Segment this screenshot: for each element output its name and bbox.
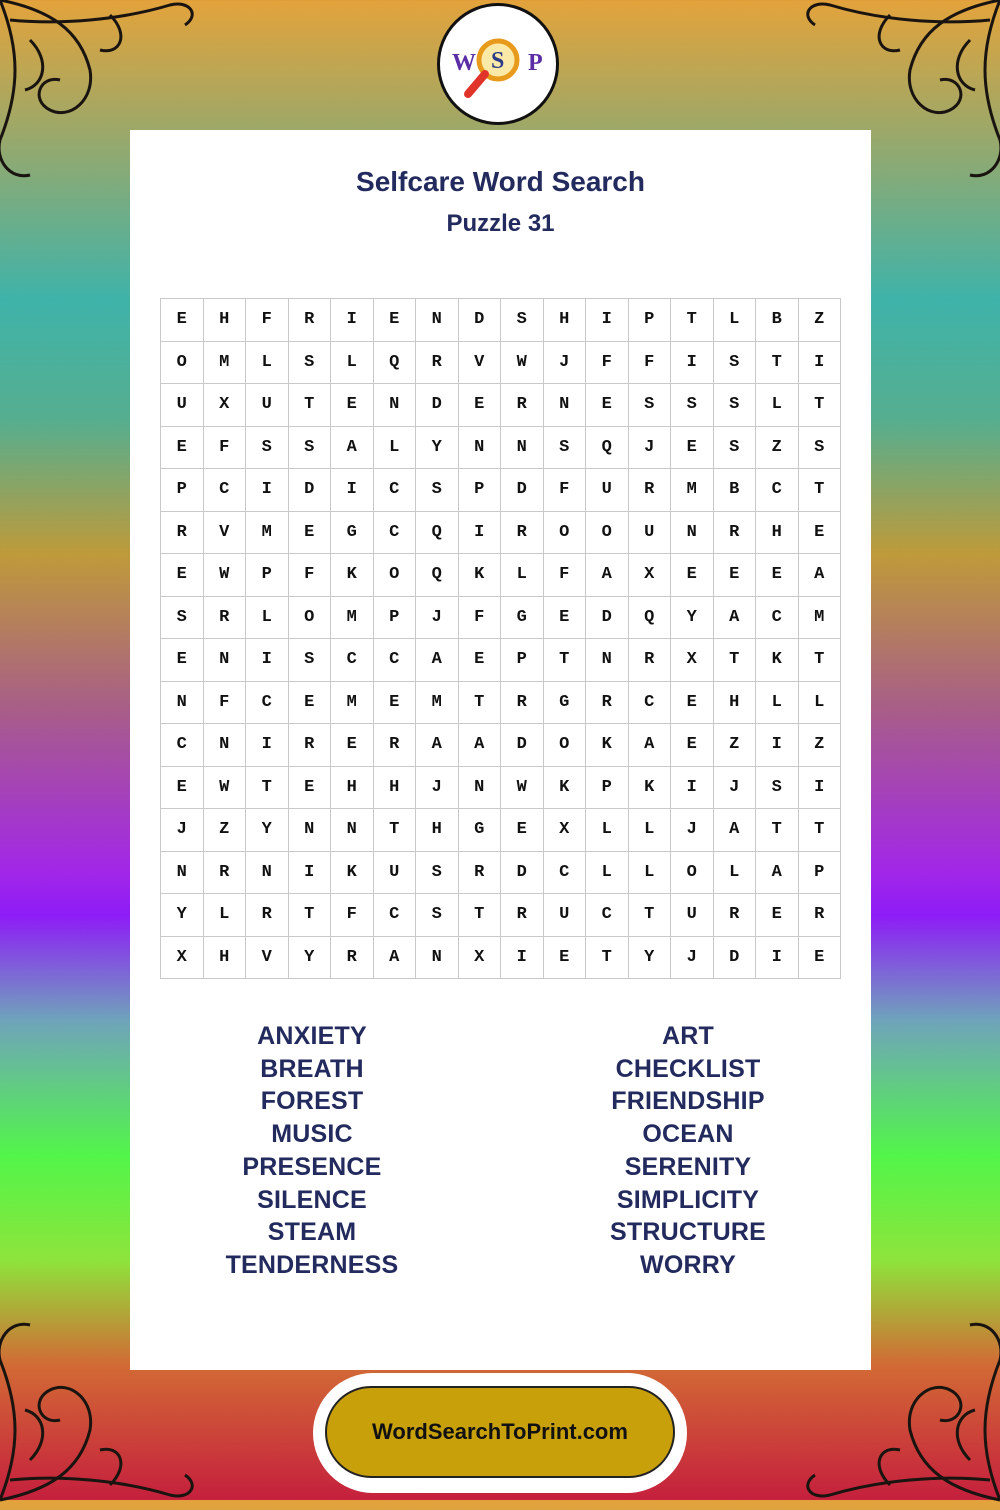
grid-cell[interactable]: T [756, 809, 799, 852]
word-list-item: STEAM [267, 1218, 357, 1247]
grid-cell[interactable]: R [714, 512, 757, 555]
grid-cell[interactable]: B [756, 299, 799, 342]
grid-cell[interactable]: J [671, 809, 714, 852]
logo-letter-s: S [491, 48, 505, 74]
grid-cell[interactable]: E [544, 597, 587, 640]
grid-cell[interactable]: R [799, 894, 842, 937]
grid-cell[interactable]: D [586, 597, 629, 640]
grid-cell[interactable]: S [416, 894, 459, 937]
grid-cell[interactable]: T [629, 894, 672, 937]
grid-cell[interactable]: J [629, 427, 672, 470]
grid-cell[interactable]: E [161, 639, 204, 682]
grid-cell[interactable]: L [246, 597, 289, 640]
grid-cell[interactable]: R [501, 512, 544, 555]
grid-cell[interactable]: I [246, 724, 289, 767]
grid-cell[interactable]: N [416, 299, 459, 342]
grid-cell[interactable]: F [331, 894, 374, 937]
grid-cell[interactable]: I [671, 767, 714, 810]
word-list-left [152, 1020, 472, 1282]
logo-letter-p: P [528, 50, 543, 76]
grid-cell[interactable]: L [714, 299, 757, 342]
grid-cell[interactable]: E [331, 384, 374, 427]
grid-cell[interactable]: N [459, 767, 502, 810]
grid-cell[interactable]: R [586, 682, 629, 725]
grid-cell[interactable]: F [246, 299, 289, 342]
grid-cell[interactable]: S [416, 469, 459, 512]
word-list-item: TENDERNESS [225, 1250, 399, 1279]
grid-cell[interactable]: C [374, 639, 417, 682]
grid-cell[interactable]: E [459, 639, 502, 682]
grid-cell[interactable]: U [671, 894, 714, 937]
grid-cell[interactable]: E [459, 384, 502, 427]
grid-cell[interactable]: N [289, 809, 332, 852]
grid-cell[interactable]: Q [416, 554, 459, 597]
grid-cell[interactable]: W [501, 342, 544, 385]
grid-cell[interactable]: V [204, 512, 247, 555]
grid-cell[interactable]: N [586, 639, 629, 682]
grid-cell[interactable]: T [671, 299, 714, 342]
grid-cell[interactable]: T [289, 384, 332, 427]
grid-cell[interactable]: H [204, 299, 247, 342]
grid-cell[interactable]: Z [204, 809, 247, 852]
grid-cell[interactable]: C [629, 682, 672, 725]
grid-cell[interactable]: N [544, 384, 587, 427]
grid-cell[interactable]: L [586, 852, 629, 895]
grid-cell[interactable]: K [331, 554, 374, 597]
grid-cell[interactable]: C [374, 469, 417, 512]
grid-cell[interactable]: O [544, 724, 587, 767]
grid-cell[interactable]: O [544, 512, 587, 555]
word-list-item: PRESENCE [242, 1152, 382, 1181]
grid-cell[interactable]: W [204, 554, 247, 597]
grid-cell[interactable]: R [289, 299, 332, 342]
grid-cell[interactable]: D [714, 937, 757, 980]
grid-cell[interactable]: A [799, 554, 842, 597]
grid-cell[interactable]: R [204, 852, 247, 895]
grid-cell[interactable]: E [161, 554, 204, 597]
grid-cell[interactable]: C [756, 597, 799, 640]
grid-cell[interactable]: R [204, 597, 247, 640]
grid-cell[interactable]: C [586, 894, 629, 937]
grid-cell[interactable]: T [586, 937, 629, 980]
grid-cell[interactable]: L [204, 894, 247, 937]
grid-cell[interactable]: H [204, 937, 247, 980]
grid-cell[interactable]: E [289, 682, 332, 725]
grid-cell[interactable]: G [331, 512, 374, 555]
grid-cell[interactable]: M [671, 469, 714, 512]
grid-cell[interactable]: L [799, 682, 842, 725]
grid-cell[interactable]: C [374, 512, 417, 555]
grid-cell[interactable]: E [756, 894, 799, 937]
grid-cell[interactable]: A [459, 724, 502, 767]
grid-cell[interactable]: L [374, 427, 417, 470]
grid-cell[interactable]: U [246, 384, 289, 427]
grid-cell[interactable]: L [629, 852, 672, 895]
grid-cell[interactable]: S [246, 427, 289, 470]
grid-cell[interactable]: T [246, 767, 289, 810]
grid-cell[interactable]: L [629, 809, 672, 852]
grid-cell[interactable]: M [331, 597, 374, 640]
grid-cell[interactable]: Q [416, 512, 459, 555]
grid-cell[interactable]: E [161, 299, 204, 342]
grid-cell[interactable]: E [671, 427, 714, 470]
grid-cell[interactable]: T [756, 342, 799, 385]
letter-grid [160, 298, 841, 979]
word-list-item: FOREST [260, 1087, 364, 1116]
grid-cell[interactable]: N [459, 427, 502, 470]
grid-cell[interactable]: K [629, 767, 672, 810]
grid-cell[interactable]: K [331, 852, 374, 895]
site-logo [437, 3, 559, 125]
grid-cell[interactable]: L [756, 384, 799, 427]
word-list-right [528, 1020, 848, 1282]
grid-cell[interactable]: H [331, 767, 374, 810]
grid-cell[interactable]: N [416, 937, 459, 980]
grid-cell[interactable]: N [331, 809, 374, 852]
grid-cell[interactable]: F [544, 554, 587, 597]
grid-cell[interactable]: J [544, 342, 587, 385]
grid-cell[interactable]: L [246, 342, 289, 385]
grid-cell[interactable]: T [799, 639, 842, 682]
grid-cell[interactable]: K [586, 724, 629, 767]
grid-cell[interactable]: T [799, 469, 842, 512]
grid-cell[interactable]: F [204, 427, 247, 470]
grid-cell[interactable]: C [544, 852, 587, 895]
grid-cell[interactable]: S [714, 342, 757, 385]
grid-cell[interactable]: A [586, 554, 629, 597]
grid-cell[interactable]: S [501, 299, 544, 342]
grid-cell[interactable]: I [671, 342, 714, 385]
grid-cell[interactable]: E [161, 427, 204, 470]
grid-cell[interactable]: G [459, 809, 502, 852]
grid-cell[interactable]: P [586, 767, 629, 810]
grid-cell[interactable]: T [459, 682, 502, 725]
word-list-item: CHECKLIST [615, 1054, 761, 1083]
logo-letter-w: W [452, 50, 476, 76]
grid-cell[interactable]: J [416, 597, 459, 640]
grid-cell[interactable]: H [374, 767, 417, 810]
grid-cell[interactable]: J [416, 767, 459, 810]
grid-cell[interactable]: E [799, 937, 842, 980]
grid-cell[interactable]: S [714, 427, 757, 470]
grid-cell[interactable]: I [246, 639, 289, 682]
grid-cell[interactable]: E [671, 724, 714, 767]
grid-cell[interactable]: U [586, 469, 629, 512]
grid-cell[interactable]: N [501, 427, 544, 470]
grid-cell[interactable]: M [331, 682, 374, 725]
grid-cell[interactable]: Z [714, 724, 757, 767]
grid-cell[interactable]: S [544, 427, 587, 470]
grid-cell[interactable]: T [289, 894, 332, 937]
grid-cell[interactable]: X [204, 384, 247, 427]
grid-cell[interactable]: P [459, 469, 502, 512]
grid-cell[interactable]: Q [374, 342, 417, 385]
grid-cell[interactable]: S [289, 342, 332, 385]
grid-cell[interactable]: T [459, 894, 502, 937]
grid-cell[interactable]: D [501, 469, 544, 512]
word-list-item: SILENCE [257, 1185, 367, 1214]
grid-cell[interactable]: Y [161, 894, 204, 937]
grid-cell[interactable]: G [544, 682, 587, 725]
grid-cell[interactable]: R [246, 894, 289, 937]
grid-cell[interactable]: E [289, 767, 332, 810]
grid-cell[interactable]: X [459, 937, 502, 980]
grid-cell[interactable]: P [161, 469, 204, 512]
grid-cell[interactable]: D [459, 299, 502, 342]
puzzle-number: Puzzle 31 [446, 210, 555, 237]
grid-cell[interactable]: Z [799, 299, 842, 342]
grid-cell[interactable]: R [501, 682, 544, 725]
grid-cell[interactable]: K [756, 639, 799, 682]
grid-cell[interactable]: Z [756, 427, 799, 470]
grid-cell[interactable]: Y [416, 427, 459, 470]
grid-cell[interactable]: E [161, 767, 204, 810]
grid-cell[interactable]: Q [586, 427, 629, 470]
grid-cell[interactable]: C [374, 894, 417, 937]
grid-cell[interactable]: X [161, 937, 204, 980]
grid-cell[interactable]: M [416, 682, 459, 725]
grid-cell[interactable]: Y [629, 937, 672, 980]
grid-cell[interactable]: T [544, 639, 587, 682]
grid-cell[interactable]: I [586, 299, 629, 342]
grid-cell[interactable]: E [374, 682, 417, 725]
grid-cell[interactable]: M [799, 597, 842, 640]
puzzle-sheet [130, 130, 871, 1370]
grid-cell[interactable]: K [459, 554, 502, 597]
grid-cell[interactable]: E [756, 554, 799, 597]
grid-cell[interactable]: O [586, 512, 629, 555]
grid-cell[interactable]: E [331, 724, 374, 767]
grid-cell[interactable]: I [799, 767, 842, 810]
grid-cell[interactable]: J [714, 767, 757, 810]
grid-cell[interactable]: G [501, 597, 544, 640]
grid-cell[interactable]: A [416, 639, 459, 682]
grid-cell[interactable]: E [714, 554, 757, 597]
grid-cell[interactable]: I [246, 469, 289, 512]
grid-cell[interactable]: Z [799, 724, 842, 767]
grid-cell[interactable]: L [586, 809, 629, 852]
grid-cell[interactable]: E [501, 809, 544, 852]
grid-cell[interactable]: E [671, 554, 714, 597]
grid-cell[interactable]: U [544, 894, 587, 937]
grid-cell[interactable]: R [416, 342, 459, 385]
grid-cell[interactable]: E [544, 937, 587, 980]
grid-cell[interactable]: S [289, 427, 332, 470]
grid-cell[interactable]: I [331, 469, 374, 512]
grid-cell[interactable]: P [246, 554, 289, 597]
grid-cell[interactable]: S [416, 852, 459, 895]
word-list-item: SERENITY [624, 1152, 752, 1181]
grid-cell[interactable]: T [374, 809, 417, 852]
grid-cell[interactable]: F [204, 682, 247, 725]
grid-cell[interactable]: I [501, 937, 544, 980]
grid-cell[interactable]: O [161, 342, 204, 385]
grid-cell[interactable]: R [629, 639, 672, 682]
grid-cell[interactable]: F [289, 554, 332, 597]
grid-cell[interactable]: R [501, 384, 544, 427]
grid-cell[interactable]: N [161, 682, 204, 725]
grid-cell[interactable]: A [416, 724, 459, 767]
grid-cell[interactable]: I [289, 852, 332, 895]
grid-cell[interactable]: Y [289, 937, 332, 980]
grid-cell[interactable]: I [459, 512, 502, 555]
grid-cell[interactable]: C [246, 682, 289, 725]
grid-cell[interactable]: S [714, 384, 757, 427]
grid-cell[interactable]: T [799, 384, 842, 427]
grid-cell[interactable]: O [671, 852, 714, 895]
grid-cell[interactable]: J [671, 937, 714, 980]
grid-cell[interactable]: N [374, 384, 417, 427]
grid-cell[interactable]: A [331, 427, 374, 470]
grid-cell[interactable]: S [161, 597, 204, 640]
grid-cell[interactable]: A [714, 809, 757, 852]
grid-cell[interactable]: N [204, 639, 247, 682]
grid-cell[interactable]: N [204, 724, 247, 767]
grid-cell[interactable]: K [544, 767, 587, 810]
word-list-item: ANXIETY [257, 1022, 367, 1050]
grid-cell[interactable]: P [629, 299, 672, 342]
grid-cell[interactable]: H [756, 512, 799, 555]
word-list-item: STRUCTURE [610, 1218, 766, 1247]
grid-cell[interactable]: N [671, 512, 714, 555]
grid-cell[interactable]: P [501, 639, 544, 682]
grid-cell[interactable]: I [799, 342, 842, 385]
grid-cell[interactable]: S [756, 767, 799, 810]
grid-cell[interactable]: F [629, 342, 672, 385]
grid-cell[interactable]: I [756, 937, 799, 980]
grid-cell[interactable]: U [161, 384, 204, 427]
grid-cell[interactable]: A [756, 852, 799, 895]
grid-cell[interactable]: L [501, 554, 544, 597]
grid-cell[interactable]: R [714, 894, 757, 937]
grid-cell[interactable]: O [374, 554, 417, 597]
grid-cell[interactable]: P [374, 597, 417, 640]
grid-cell[interactable]: P [799, 852, 842, 895]
grid-cell[interactable]: C [161, 724, 204, 767]
grid-cell[interactable]: R [331, 937, 374, 980]
grid-cell[interactable]: C [204, 469, 247, 512]
grid-cell[interactable]: Q [629, 597, 672, 640]
grid-cell[interactable]: F [544, 469, 587, 512]
grid-cell[interactable]: X [671, 639, 714, 682]
grid-cell[interactable]: E [799, 512, 842, 555]
site-link[interactable]: WordSearchToPrint.com [325, 1386, 675, 1478]
grid-cell[interactable]: E [374, 299, 417, 342]
grid-cell[interactable]: C [756, 469, 799, 512]
grid-cell[interactable]: W [204, 767, 247, 810]
grid-cell[interactable]: D [501, 852, 544, 895]
grid-cell[interactable]: M [246, 512, 289, 555]
grid-cell[interactable]: N [246, 852, 289, 895]
grid-cell[interactable]: A [374, 937, 417, 980]
grid-cell[interactable]: H [714, 682, 757, 725]
grid-cell[interactable]: U [629, 512, 672, 555]
grid-cell[interactable]: R [459, 852, 502, 895]
grid-cell[interactable]: R [501, 894, 544, 937]
grid-cell[interactable]: S [629, 384, 672, 427]
page-title: Selfcare Word Search [356, 166, 645, 197]
word-list-item: WORRY [640, 1250, 736, 1279]
word-list-item: ART [662, 1022, 714, 1050]
grid-cell[interactable]: B [714, 469, 757, 512]
grid-cell[interactable]: S [799, 427, 842, 470]
word-list-item: SIMPLICITY [616, 1185, 760, 1214]
grid-cell[interactable]: D [501, 724, 544, 767]
grid-cell[interactable]: E [671, 682, 714, 725]
grid-cell[interactable]: D [416, 384, 459, 427]
grid-cell[interactable]: R [161, 512, 204, 555]
grid-cell[interactable]: E [289, 512, 332, 555]
word-list-item: FRIENDSHIP [611, 1087, 765, 1116]
grid-cell[interactable]: L [331, 342, 374, 385]
grid-cell[interactable]: R [629, 469, 672, 512]
grid-cell[interactable]: H [544, 299, 587, 342]
grid-cell[interactable]: U [374, 852, 417, 895]
grid-cell[interactable]: V [246, 937, 289, 980]
grid-cell[interactable]: M [204, 342, 247, 385]
grid-cell[interactable]: T [714, 639, 757, 682]
grid-cell[interactable]: C [331, 639, 374, 682]
word-list-item: BREATH [260, 1054, 364, 1083]
grid-cell[interactable]: F [459, 597, 502, 640]
grid-cell[interactable]: X [629, 554, 672, 597]
grid-cell[interactable]: L [756, 682, 799, 725]
grid-cell[interactable]: L [714, 852, 757, 895]
grid-cell[interactable]: Y [671, 597, 714, 640]
grid-cell[interactable]: D [289, 469, 332, 512]
grid-cell[interactable]: E [586, 384, 629, 427]
grid-cell[interactable]: T [799, 809, 842, 852]
grid-cell[interactable]: O [289, 597, 332, 640]
grid-cell[interactable]: V [459, 342, 502, 385]
grid-cell[interactable]: I [756, 724, 799, 767]
grid-cell[interactable]: S [671, 384, 714, 427]
grid-cell[interactable]: H [416, 809, 459, 852]
grid-cell[interactable]: I [331, 299, 374, 342]
grid-cell[interactable]: R [374, 724, 417, 767]
word-list-item: MUSIC [271, 1120, 353, 1149]
word-list-item: OCEAN [642, 1120, 734, 1149]
grid-cell[interactable]: R [289, 724, 332, 767]
grid-cell[interactable]: A [629, 724, 672, 767]
grid-cell[interactable]: F [586, 342, 629, 385]
grid-cell[interactable]: N [161, 852, 204, 895]
grid-cell[interactable]: A [714, 597, 757, 640]
grid-cell[interactable]: S [289, 639, 332, 682]
grid-cell[interactable]: J [161, 809, 204, 852]
grid-cell[interactable]: Y [246, 809, 289, 852]
grid-cell[interactable]: X [544, 809, 587, 852]
grid-cell[interactable]: W [501, 767, 544, 810]
